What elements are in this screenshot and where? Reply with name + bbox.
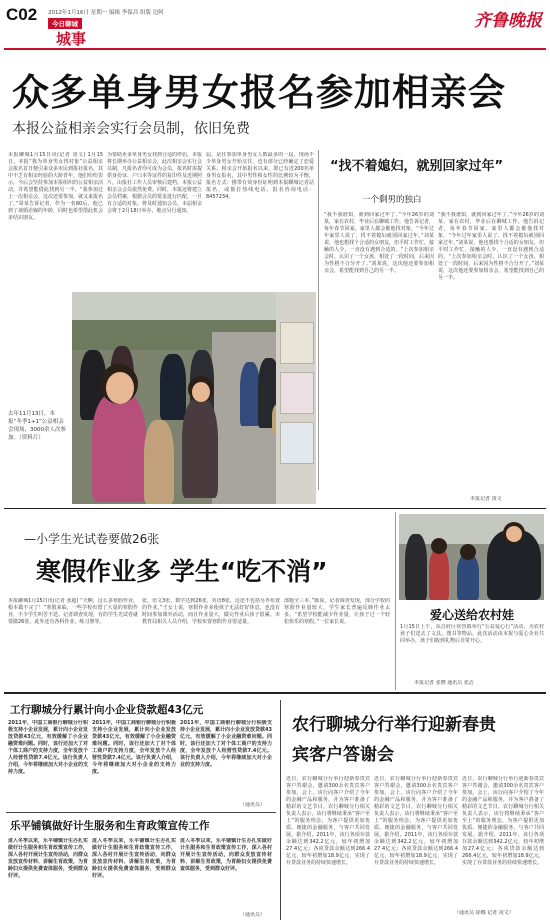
loan-headline: 工行聊城分行累计向小企业贷款超43亿元 <box>10 704 204 716</box>
section-tag: 今日聊城 <box>48 18 82 29</box>
family-body-col1: 进入冬季以来，乐平铺镇计生办扎实做好计生服务和生育政策宣传工作，深入各村开展计生宣传活动，向群众发放宣传材料、讲解生育政策，为育龄妇女提供免费查体服务，受到群众好评。 <box>8 838 88 879</box>
agri-bank-byline: （通讯员 徐娜 记者 凌文） <box>454 910 514 916</box>
loan-body-col1: 2011年，中国工商银行聊城分行积极支持小企业发展，累计向小企业发放贷款43亿元，有效缓解了小企业融资难问题。同时，该行还加大了对个体工商户的支持力度，全年发放个人经营性贷款7.4亿元。该行负责人介绍，今年将继续加大对小企业的支持力度。 <box>8 720 88 775</box>
homework-body-col1: 本报聊城1月15日讯(记者 张超) “天啊，这么多寒假作业，根本做不完了！”寒假来临，一些学校布置了大量的寒假作业，不少学生叫苦不迭。记者调查发现，有的学生光试卷就要做26张，此外还有各科作业、练习册等。 <box>8 598 138 625</box>
sidebar-body-b: “我不我谁知，就到回家过年了。”今年26岁的刘某，家在农村，毕业后在聊城工作。他告诉记者，每年春节回家，家里人都会催他找对象，“今年过年家里人说了，找不着媳妇就别回家过年。”刘某说，他也想找个合适的女朋友，但平时工作忙，接触的人少，一直没有遇到合适的。“上次参加相亲会时，认识了一个女孩，相处了一段时间，后来因为性格不合分开了。”刘某说，这次他还要参加相亲会，希望能找到自己的另一半。 <box>438 212 544 281</box>
loan-body-col3: 2011年，中国工商银行聊城分行积极支持小企业发展，累计向小企业发放贷款43亿元，有效缓解了小企业融资难问题。同时，该行还加大了对个体工商户的支持力度，全年发放个人经营性贷款7.4亿元。该行负责人介绍，今年将继续加大对小企业的支持力度。 <box>180 720 272 768</box>
lead-subhead: 本报公益相亲会实行会员制，依旧免费 <box>12 121 250 137</box>
loan-byline: （通讯员） <box>240 802 266 808</box>
lead-body-col1: 本报聊城1月15日讯(记者 凌文) 1月15日，本报“我为单身男女找对象”公益相亲会报名首日便引来众多市民到报社报名，其中不乏有相亲经验的大龄青年，他们纷纷表示，今后会坚持参加本报组织的公益相亲活动，并希望能借此找到另一半。“我参加过上一次相亲会，这次还要参加，就又来报名了。”周某告诉记者，作为一名80后，他已到了谈婚论嫁的年龄，同时也希望借此机会多结识朋友。 <box>8 152 103 221</box>
brand-logo: 齐鲁晚报 <box>474 11 542 31</box>
agri-bank-body-col1: 近日，农行聊城分行举行迎新春贵宾客户答谢会，邀请300余名贵宾客户参加。会上，该行向客户介绍了今年的金融产品和服务，并为客户准备了精彩的文艺节目。农行聊城分行相关负责人表示，该行将继续秉承“客户至上”的服务理念，为客户提供更加优质、便捷的金融服务，与客户共同发展。据介绍，2011年，该行各项存款余额达到342.2亿元，较年初增加27.4亿元；各项贷款余额达到266.4亿元，较年初增加18.9亿元，实现了存贷款业务的持续快速增长。 <box>286 776 370 866</box>
agri-bank-body-col2: 近日，农行聊城分行举行迎新春贵宾客户答谢会，邀请300余名贵宾客户参加。会上，该行向客户介绍了今年的金融产品和服务，并为客户准备了精彩的文艺节目。农行聊城分行相关负责人表示，该行将继续秉承“客户至上”的服务理念，为客户提供更加优质、便捷的金融服务，与客户共同发展。据介绍，2011年，该行各项存款余额达到342.2亿元，较年初增加27.4亿元；各项贷款余额达到266.4亿元，较年初增加18.9亿元，实现了存贷款业务的持续快速增长。 <box>374 776 458 866</box>
homework-kicker: —小学生光试卷要做26张 <box>24 532 160 546</box>
family-byline: （通讯员） <box>240 912 266 918</box>
love-visit-byline: 本报记者 张晓 通讯员 张洁 <box>414 680 474 686</box>
family-body-col3: 进入冬季以来，乐平铺镇计生办扎实做好计生服务和生育政策宣传工作，深入各村开展计生宣传活动，向群众发放宣传材料、讲解生育政策，为育龄妇女提供免费查体服务，受到群众好评。 <box>180 838 272 872</box>
page-number: C02 <box>6 5 38 24</box>
lead-body-col2: 为帮助更多单身男女找到合适的伴侣，本报将长期举办公益相亲会，此次相亲会实行会员制，凡报名者均可成为会员，报名时需提供身份证、户口本等证件的复印件及近期照片，由报社工作人员审核后建档。本报公益相亲会会员依然免费。同时，本报还将建立会员档案，根据会员的要求进行匹配，一旦有合适的对象，将及时通知会员。本届相亲会将于2月18日举办，地点另行通知。 <box>107 152 202 214</box>
lead-photo-board <box>276 292 316 504</box>
sidebar-byline: 本报记者 凌文 <box>470 496 502 502</box>
homework-body-col3: 部题全三本。”陈说。记者调查发现，部分学校的寒假作业量较大，学生家长普遍反映作业太多。“希望学校能减少作业量，让孩子过一个轻松快乐的寒假。”一位家长说。 <box>284 598 390 625</box>
sidebar-subhead: 一个剩男的独白 <box>362 195 422 205</box>
lead-headline: 众多单身男女报名参加相亲会 <box>12 71 506 114</box>
family-body-col2: 进入冬季以来，乐平铺镇计生办扎实做好计生服务和生育政策宣传工作，深入各村开展计生宣传活动，向群众发放宣传材料、讲解生育政策，为育龄妇女提供免费查体服务，受到群众好评。 <box>92 838 176 879</box>
lead-body-col3: 届，是往参加单身男女人数最多的一届，现场不少单身男女开始交往，也有部分已经确定了恋爱关系。相亲会开始报名以来，即已有近200名单身男女报名，其中男性和女性的比例较为平衡。报名方式：携带有效身份证明到本报聊城记者站报名，或拨打热线电话。报名咨询电话：8457234。 <box>206 152 314 200</box>
love-visit-photo <box>399 514 544 600</box>
family-headline: 乐平铺镇做好计生服务和生育政策宣传工作 <box>10 820 210 832</box>
agri-bank-body-col3: 近日，农行聊城分行举行迎新春贵宾客户答谢会，邀请300余名贵宾客户参加。会上，该行向客户介绍了今年的金融产品和服务，并为客户准备了精彩的文艺节目。农行聊城分行相关负责人表示，该行将继续秉承“客户至上”的服务理念，为客户提供更加优质、便捷的金融服务，与客户共同发展。据介绍，2011年，该行各项存款余额达到342.2亿元，较年初增加27.4亿元；各项贷款余额达到266.4亿元，较年初增加18.9亿元，实现了存贷款业务的持续快速增长。 <box>462 776 544 866</box>
agri-bank-headline: 农行聊城分行举行迎新春贵宾客户答谢会 <box>292 715 496 765</box>
homework-headline: 寒假作业多 学生“吃不消” <box>36 557 328 586</box>
love-visit-headline: 爱心送给农村娃 <box>430 608 515 622</box>
date-line: 2012年1月16日 星期一 编辑 李保昌 组版 边阿 <box>48 10 164 16</box>
homework-body-col2: 张，语文3张，数学达到26张，英语8张，这还不包括另外布置的作业。”王女士说，寒假作业多使孩子无法好好休息，也没有时间参加课外活动，而且作业量大，做完作业后孩子很累。市教育局相关人员介绍，学校布置寒假作业要适量。 <box>142 598 280 625</box>
section-name: 城事 <box>56 30 87 48</box>
lead-photo-caption: 去年11月13日，本报“冬季1+1”公益相亲会现场，3000余人次参加。（资料片） <box>8 411 66 441</box>
loan-body-col2: 2011年，中国工商银行聊城分行积极支持小企业发展，累计向小企业发放贷款43亿元，有效缓解了小企业融资难问题。同时，该行还加大了对个体工商户的支持力度，全年发放个人经营性贷款7.4亿元。该行负责人介绍，今年将继续加大对小企业的支持力度。 <box>92 720 176 775</box>
sidebar-body-a: “我不我谁知，就到回家过年了。”今年26岁的刘某，家在农村，毕业后在聊城工作。他告诉记者，每年春节回家，家里人都会催他找对象，“今年过年家里人说了，找不着媳妇就别回家过年。”刘某说，他也想找个合适的女朋友，但平时工作忙，接触的人少，一直没有遇到合适的。“上次参加相亲会时，认识了一个女孩，相处了一段时间，后来因为性格不合分开了。”刘某说，这次他还要参加相亲会，希望能找到自己的另一半。 <box>324 212 434 274</box>
love-visit-body: 1月15日上午，东昌府区侯营镇举行“公益爱心行”活动，为农村孩子们送去了文具、图书等物品。此次活动由本报与爱心企业共同举办，孩子们收到礼物后非常开心。 <box>400 624 544 644</box>
sidebar-headline: “找不着媳妇，就别回家过年” <box>330 159 504 174</box>
